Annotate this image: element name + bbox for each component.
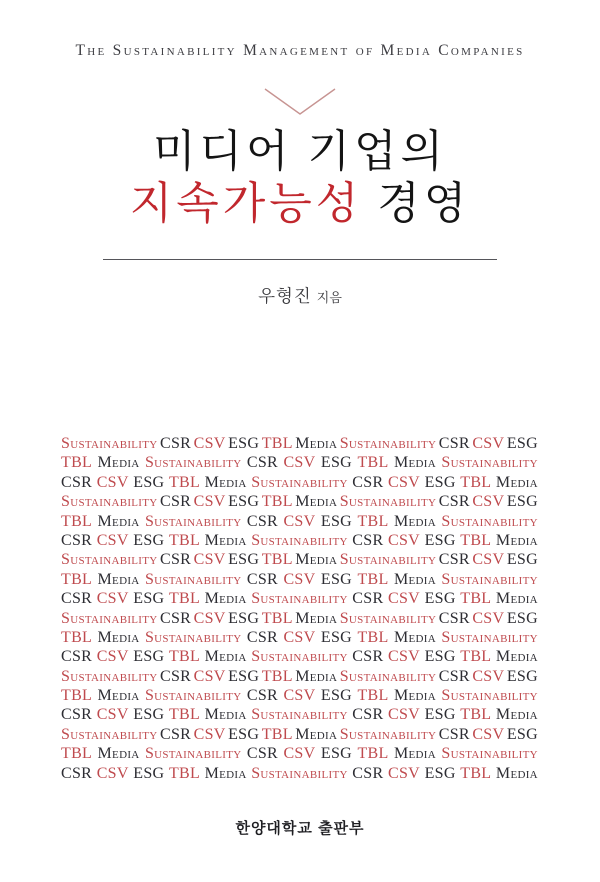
keyword: CSR xyxy=(352,531,384,549)
main-title-keyword: 지속가능성 xyxy=(129,179,363,228)
keyword: Media xyxy=(393,454,436,472)
author-suffix: 지음 xyxy=(316,290,342,305)
keyword: CSR xyxy=(246,512,279,530)
keyword: CSV xyxy=(472,551,505,569)
keyword: Media xyxy=(97,512,140,530)
keyword: ESG xyxy=(133,531,165,549)
keyword: CSV xyxy=(387,764,421,782)
keyword: Media xyxy=(393,745,436,763)
keyword: CSR xyxy=(61,764,93,782)
keyword: CSV xyxy=(193,609,226,627)
keyword: TBL xyxy=(61,454,93,472)
keyword-line xyxy=(61,512,538,531)
keyword-line xyxy=(61,453,538,472)
keyword: CSV xyxy=(193,551,226,569)
keyword-line xyxy=(61,647,538,666)
keyword-line xyxy=(61,725,538,744)
keyword: ESG xyxy=(506,493,538,511)
keyword: Media xyxy=(295,435,338,452)
keyword: Media xyxy=(97,570,140,588)
chevron-down-icon xyxy=(264,88,336,116)
keyword: CSV xyxy=(193,493,226,511)
main-title-line2 xyxy=(0,178,600,230)
keyword: CSR xyxy=(352,473,384,491)
keyword: TBL xyxy=(61,745,93,763)
keyword: CSR xyxy=(61,590,93,608)
keyword: CSV xyxy=(387,473,421,491)
keyword: ESG xyxy=(506,551,538,569)
keyword: CSR xyxy=(246,745,279,763)
keyword: CSV xyxy=(472,609,505,627)
keyword: TBL xyxy=(460,648,492,666)
keyword: Media xyxy=(495,531,538,549)
keyword: CSV xyxy=(472,667,505,685)
keyword: CSR xyxy=(61,648,93,666)
keyword-line xyxy=(61,628,538,647)
keyword: Media xyxy=(495,706,538,724)
keyword: Media xyxy=(97,454,140,472)
keyword: Media xyxy=(393,687,436,705)
keyword: TBL xyxy=(357,570,389,588)
keyword: Media xyxy=(204,473,247,491)
keyword: CSR xyxy=(246,628,279,646)
keyword: TBL xyxy=(357,628,389,646)
keyword: ESG xyxy=(320,512,353,530)
keyword: ESG xyxy=(228,667,260,685)
keyword: Sustainability xyxy=(144,687,242,705)
keyword: TBL xyxy=(61,687,93,705)
keyword: CSR xyxy=(438,725,470,743)
keyword-line xyxy=(61,434,538,453)
keyword: Sustainability xyxy=(61,609,158,627)
keyword: Sustainability xyxy=(251,648,348,666)
keyword: TBL xyxy=(261,493,293,511)
keyword: Media xyxy=(204,531,247,549)
keyword: Media xyxy=(495,590,538,608)
keyword-line xyxy=(61,531,538,550)
keyword: CSR xyxy=(160,609,192,627)
keyword-line xyxy=(61,550,538,569)
keyword: TBL xyxy=(460,590,492,608)
keyword: TBL xyxy=(357,454,389,472)
keyword: Sustainability xyxy=(144,745,242,763)
keyword: TBL xyxy=(460,473,492,491)
keyword: CSR xyxy=(61,706,93,724)
keyword: TBL xyxy=(261,435,293,452)
keyword-line xyxy=(61,686,538,705)
keyword: CSR xyxy=(160,725,192,743)
author-name: 우형진 xyxy=(258,286,312,306)
keyword: CSR xyxy=(160,551,192,569)
keyword: ESG xyxy=(228,725,260,743)
keyword: Sustainability xyxy=(144,570,242,588)
keyword: ESG xyxy=(133,473,165,491)
keyword: CSR xyxy=(160,435,192,452)
keyword: Sustainability xyxy=(339,551,437,569)
keyword: TBL xyxy=(168,706,201,724)
english-subtitle: The Sustainability Management of Media Companies xyxy=(75,42,525,59)
keyword: Media xyxy=(204,764,247,782)
keyword: ESG xyxy=(320,454,353,472)
keyword: CSR xyxy=(160,493,192,511)
keyword: TBL xyxy=(261,609,293,627)
keyword: CSV xyxy=(283,570,316,588)
keyword-pattern-block xyxy=(61,434,538,783)
keyword: ESG xyxy=(506,725,538,743)
keyword: TBL xyxy=(460,764,492,782)
keyword: ESG xyxy=(506,667,538,685)
keyword: CSV xyxy=(283,745,316,763)
keyword: TBL xyxy=(61,570,93,588)
keyword: CSV xyxy=(283,454,316,472)
keyword: ESG xyxy=(133,706,165,724)
keyword: CSV xyxy=(472,725,505,743)
keyword: CSV xyxy=(96,648,129,666)
main-title-line2-rest: 경영 xyxy=(362,179,471,228)
keyword: ESG xyxy=(506,609,538,627)
keyword-line xyxy=(61,492,538,511)
keyword: TBL xyxy=(168,648,201,666)
keyword: Media xyxy=(393,628,436,646)
keyword: CSV xyxy=(387,706,421,724)
keyword: ESG xyxy=(133,764,165,782)
keyword: Sustainability xyxy=(251,473,348,491)
keyword: TBL xyxy=(261,551,293,569)
keyword: CSR xyxy=(352,764,384,782)
keyword: Sustainability xyxy=(441,570,538,588)
keyword: CSR xyxy=(438,493,470,511)
keyword: Sustainability xyxy=(441,454,538,472)
keyword: CSV xyxy=(193,725,226,743)
keyword: CSR xyxy=(246,454,279,472)
keyword: Sustainability xyxy=(61,435,158,452)
keyword: ESG xyxy=(133,590,165,608)
keyword: CSV xyxy=(193,667,226,685)
keyword: CSV xyxy=(283,687,316,705)
keyword: Sustainability xyxy=(339,435,437,452)
keyword: TBL xyxy=(357,745,389,763)
author-line xyxy=(0,283,600,308)
keyword: Sustainability xyxy=(339,667,437,685)
main-title xyxy=(0,126,600,230)
keyword: Media xyxy=(295,667,338,685)
keyword: Media xyxy=(97,687,140,705)
keyword: ESG xyxy=(320,628,353,646)
keyword: Sustainability xyxy=(251,531,348,549)
keyword: CSR xyxy=(61,473,93,491)
keyword: CSV xyxy=(96,706,129,724)
keyword: CSR xyxy=(160,667,192,685)
keyword: Media xyxy=(393,570,436,588)
keyword: Sustainability xyxy=(61,667,158,685)
keyword: Media xyxy=(97,628,140,646)
keyword: Media xyxy=(204,648,247,666)
keyword: Media xyxy=(495,648,538,666)
keyword-line xyxy=(61,667,538,686)
keyword: CSV xyxy=(96,473,129,491)
keyword: CSV xyxy=(96,764,129,782)
keyword: Sustainability xyxy=(144,628,242,646)
keyword: CSV xyxy=(283,512,316,530)
keyword: Sustainability xyxy=(61,551,158,569)
keyword: ESG xyxy=(320,745,353,763)
keyword: ESG xyxy=(424,473,456,491)
keyword: CSR xyxy=(438,667,470,685)
keyword: Media xyxy=(295,725,338,743)
keyword: TBL xyxy=(168,473,201,491)
keyword: CSR xyxy=(352,648,384,666)
keyword: ESG xyxy=(228,551,260,569)
keyword: TBL xyxy=(357,687,389,705)
keyword: CSR xyxy=(352,706,384,724)
keyword: TBL xyxy=(357,512,389,530)
keyword: CSR xyxy=(246,687,279,705)
keyword: TBL xyxy=(460,706,492,724)
keyword: ESG xyxy=(133,648,165,666)
keyword: ESG xyxy=(320,570,353,588)
keyword: Media xyxy=(295,493,338,511)
keyword: TBL xyxy=(61,512,93,530)
keyword: ESG xyxy=(424,531,456,549)
keyword-line xyxy=(61,705,538,724)
keyword: Sustainability xyxy=(441,745,538,763)
keyword: Sustainability xyxy=(339,609,437,627)
keyword: Media xyxy=(495,473,538,491)
keyword: Media xyxy=(295,551,338,569)
keyword: CSR xyxy=(352,590,384,608)
keyword: Media xyxy=(204,590,247,608)
keyword: Media xyxy=(204,706,247,724)
keyword: Sustainability xyxy=(441,687,538,705)
keyword-line xyxy=(61,473,538,492)
main-title-line1: 미디어 기업의 xyxy=(152,127,448,176)
keyword: CSV xyxy=(387,648,421,666)
keyword: CSV xyxy=(387,531,421,549)
keyword: Sustainability xyxy=(441,512,538,530)
keyword: Sustainability xyxy=(61,493,158,511)
keyword-line xyxy=(61,609,538,628)
keyword: CSR xyxy=(438,435,470,452)
publisher-name: 한양대학교 출판부 xyxy=(235,820,365,837)
keyword: Sustainability xyxy=(339,493,437,511)
keyword: Sustainability xyxy=(339,725,437,743)
keyword: CSV xyxy=(472,435,505,452)
keyword: ESG xyxy=(228,493,260,511)
keyword: ESG xyxy=(424,590,456,608)
keyword: ESG xyxy=(424,706,456,724)
keyword: TBL xyxy=(460,531,492,549)
keyword: ESG xyxy=(506,435,538,452)
keyword: TBL xyxy=(168,590,201,608)
keyword: ESG xyxy=(424,764,456,782)
keyword: Media xyxy=(393,512,436,530)
keyword: CSV xyxy=(387,590,421,608)
keyword: Sustainability xyxy=(61,725,158,743)
keyword-line xyxy=(61,764,538,783)
keyword-line xyxy=(61,744,538,763)
keyword: ESG xyxy=(228,609,260,627)
keyword: CSR xyxy=(438,609,470,627)
divider-rule xyxy=(103,259,497,260)
keyword: Media xyxy=(495,764,538,782)
keyword: CSR xyxy=(246,570,279,588)
keyword: TBL xyxy=(168,764,201,782)
keyword: TBL xyxy=(168,531,201,549)
keyword: Sustainability xyxy=(144,454,242,472)
keyword: Sustainability xyxy=(441,628,538,646)
keyword: ESG xyxy=(228,435,260,452)
keyword: CSV xyxy=(283,628,316,646)
keyword-line xyxy=(61,589,538,608)
keyword: ESG xyxy=(424,648,456,666)
keyword-line xyxy=(61,570,538,589)
keyword: Sustainability xyxy=(251,764,348,782)
keyword: Sustainability xyxy=(144,512,242,530)
keyword: CSV xyxy=(96,590,129,608)
keyword: CSV xyxy=(472,493,505,511)
keyword: CSV xyxy=(96,531,129,549)
keyword: TBL xyxy=(261,667,293,685)
keyword: Media xyxy=(97,745,140,763)
keyword: CSR xyxy=(61,531,93,549)
keyword: CSV xyxy=(193,435,226,452)
keyword: Media xyxy=(295,609,338,627)
keyword: Sustainability xyxy=(251,590,348,608)
keyword: TBL xyxy=(61,628,93,646)
keyword: Sustainability xyxy=(251,706,348,724)
keyword: TBL xyxy=(261,725,293,743)
keyword: ESG xyxy=(320,687,353,705)
keyword: CSR xyxy=(438,551,470,569)
